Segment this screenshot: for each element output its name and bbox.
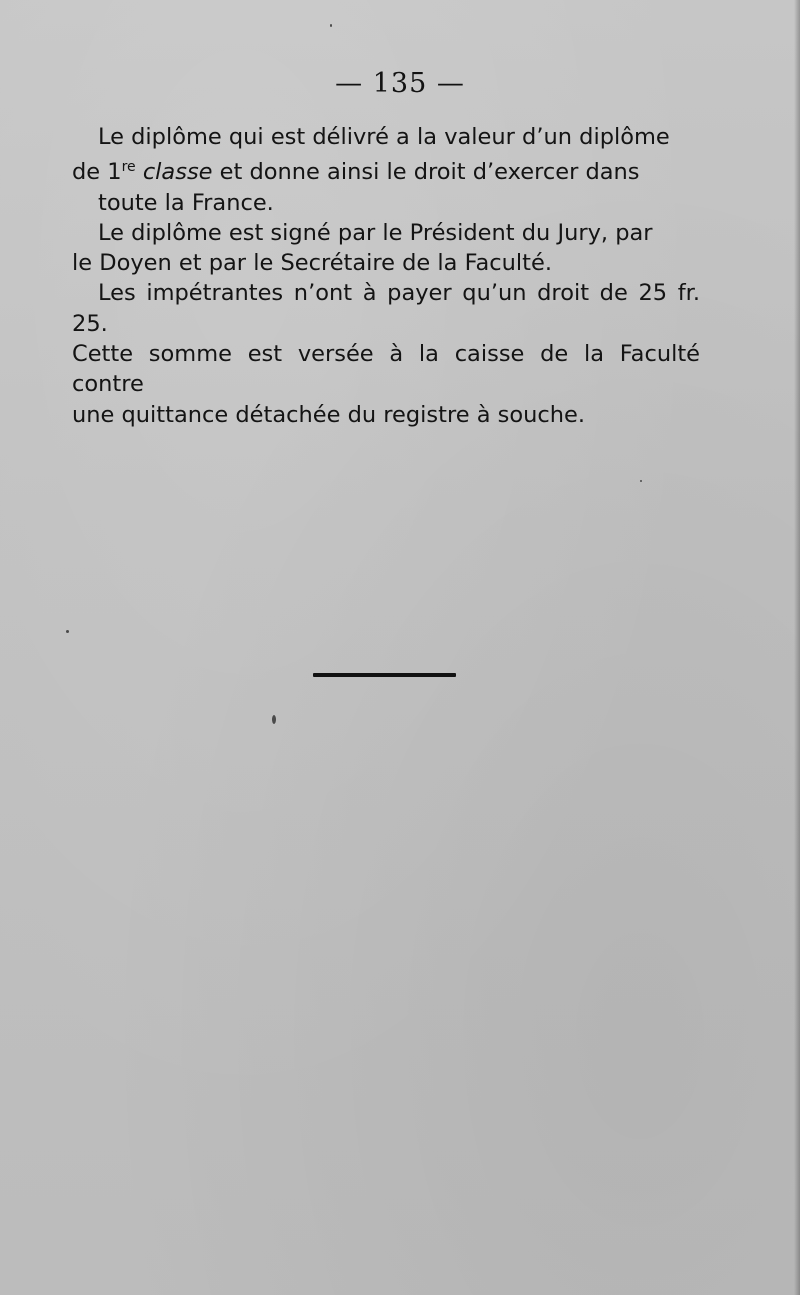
text-line: Les impétrantes n’ont à payer qu’un droit de 25 fr. 25. <box>72 280 700 337</box>
text-fragment: et donne ainsi le droit d’exercer dans <box>212 159 640 186</box>
text-line: une quittance détachée du registre à souche. <box>72 401 586 428</box>
paper-speck <box>272 715 276 724</box>
text-line: le Doyen et par le Secrétaire de la Faculté. <box>72 250 552 277</box>
text-line: Le diplôme est signé par le Président du Jury, par <box>98 219 653 246</box>
section-end-rule <box>313 673 456 677</box>
text-line: Le diplôme qui est délivré a la valeur d’un diplôme <box>98 124 670 150</box>
text-line: toute la France. <box>98 189 274 216</box>
page-edge-shadow <box>794 0 800 1295</box>
page-number: — 135 — <box>335 68 465 99</box>
paragraph-fees <box>72 278 700 429</box>
text-line <box>72 152 700 187</box>
paragraph-diploma-signature <box>72 218 700 279</box>
body-text <box>72 122 700 430</box>
superscript: re <box>121 159 136 176</box>
italic-word: classe <box>142 159 213 186</box>
paper-speck <box>330 24 332 27</box>
paragraph-diploma-value <box>72 122 700 218</box>
text-line: Cette somme est versée à la caisse de la Faculté contre <box>72 341 700 398</box>
paper-speck <box>66 630 69 633</box>
text-fragment: de 1 <box>72 159 122 186</box>
paper-speck <box>640 480 642 482</box>
